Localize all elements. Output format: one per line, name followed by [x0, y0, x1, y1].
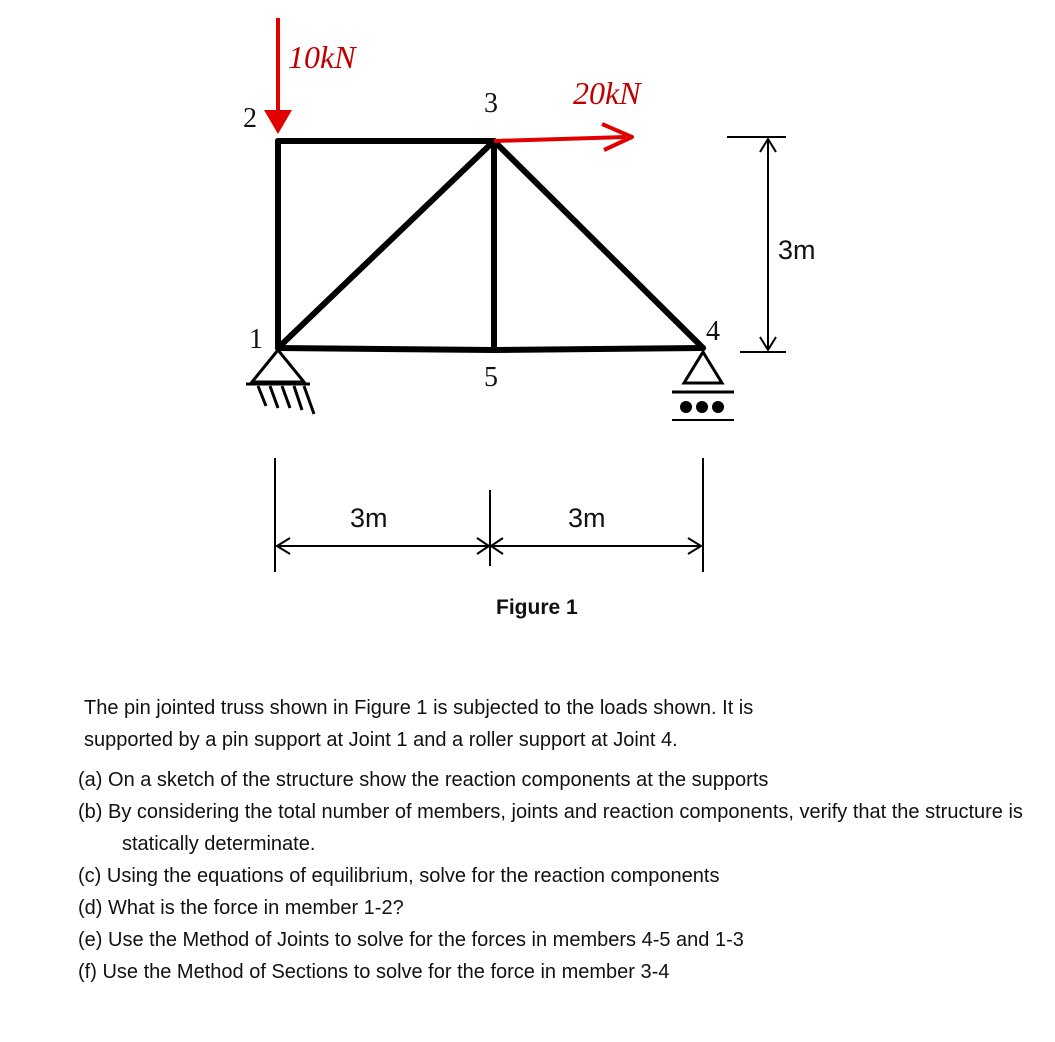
question-text: Using the equations of equilibrium, solve for the reaction components: [106, 865, 720, 887]
question-label: (a): [78, 769, 103, 791]
pin-support-icon: [246, 350, 314, 414]
truss-members: [278, 141, 703, 350]
problem-intro: [84, 692, 1024, 756]
question-d: [78, 892, 1024, 924]
horizontal-load-arrow: [494, 124, 632, 150]
intro-line-2: supported by a pin support at Joint 1 and a roller support at Joint 4.: [84, 729, 678, 751]
vertical-load-arrow: [264, 18, 292, 134]
question-text: What is the force in member 1-2?: [108, 897, 404, 919]
span-right-label: 3m: [568, 503, 606, 533]
question-f: [78, 956, 1024, 988]
question-text: Use the Method of Joints to solve for the forces in members 4-5 and 1-3: [108, 929, 744, 951]
question-label: (e): [78, 929, 103, 951]
joint-label-4: 4: [706, 316, 720, 347]
figure-caption: Figure 1: [496, 596, 578, 619]
question-label: (c): [78, 865, 102, 887]
question-a: [78, 764, 1024, 796]
roller-support-icon: [672, 352, 734, 420]
question-e: [78, 924, 1024, 956]
span-dimension: [275, 458, 703, 572]
joint-label-2: 2: [243, 103, 257, 134]
question-text: By considering the total number of members, joints and reaction components, verify that the structure is statically determinate.: [108, 801, 1023, 855]
question-label: (d): [78, 897, 103, 919]
member-3-4: [494, 141, 703, 348]
question-c: [78, 860, 1024, 892]
joint-label-5: 5: [484, 362, 498, 393]
question-list: [78, 764, 1024, 988]
intro-line-1: The pin jointed truss shown in Figure 1 is subjected to the loads shown. It is: [84, 697, 754, 719]
joint-label-3: 3: [484, 88, 498, 119]
member-1-5: [278, 348, 494, 350]
problem-text: [78, 692, 1024, 988]
horizontal-load-label: 20kN: [573, 75, 641, 111]
question-text: On a sketch of the structure show the reaction components at the supports: [108, 769, 769, 791]
member-1-3: [278, 141, 494, 348]
question-label: (f): [78, 961, 97, 983]
question-b: [78, 796, 1024, 860]
span-left-label: 3m: [350, 503, 388, 533]
question-text: Use the Method of Sections to solve for the force in member 3-4: [102, 961, 670, 983]
member-5-4: [494, 348, 703, 350]
vertical-load-label: 10kN: [288, 39, 356, 75]
question-label: (b): [78, 801, 103, 823]
joint-label-1: 1: [249, 324, 263, 355]
height-dimension-label: 3m: [778, 235, 816, 265]
